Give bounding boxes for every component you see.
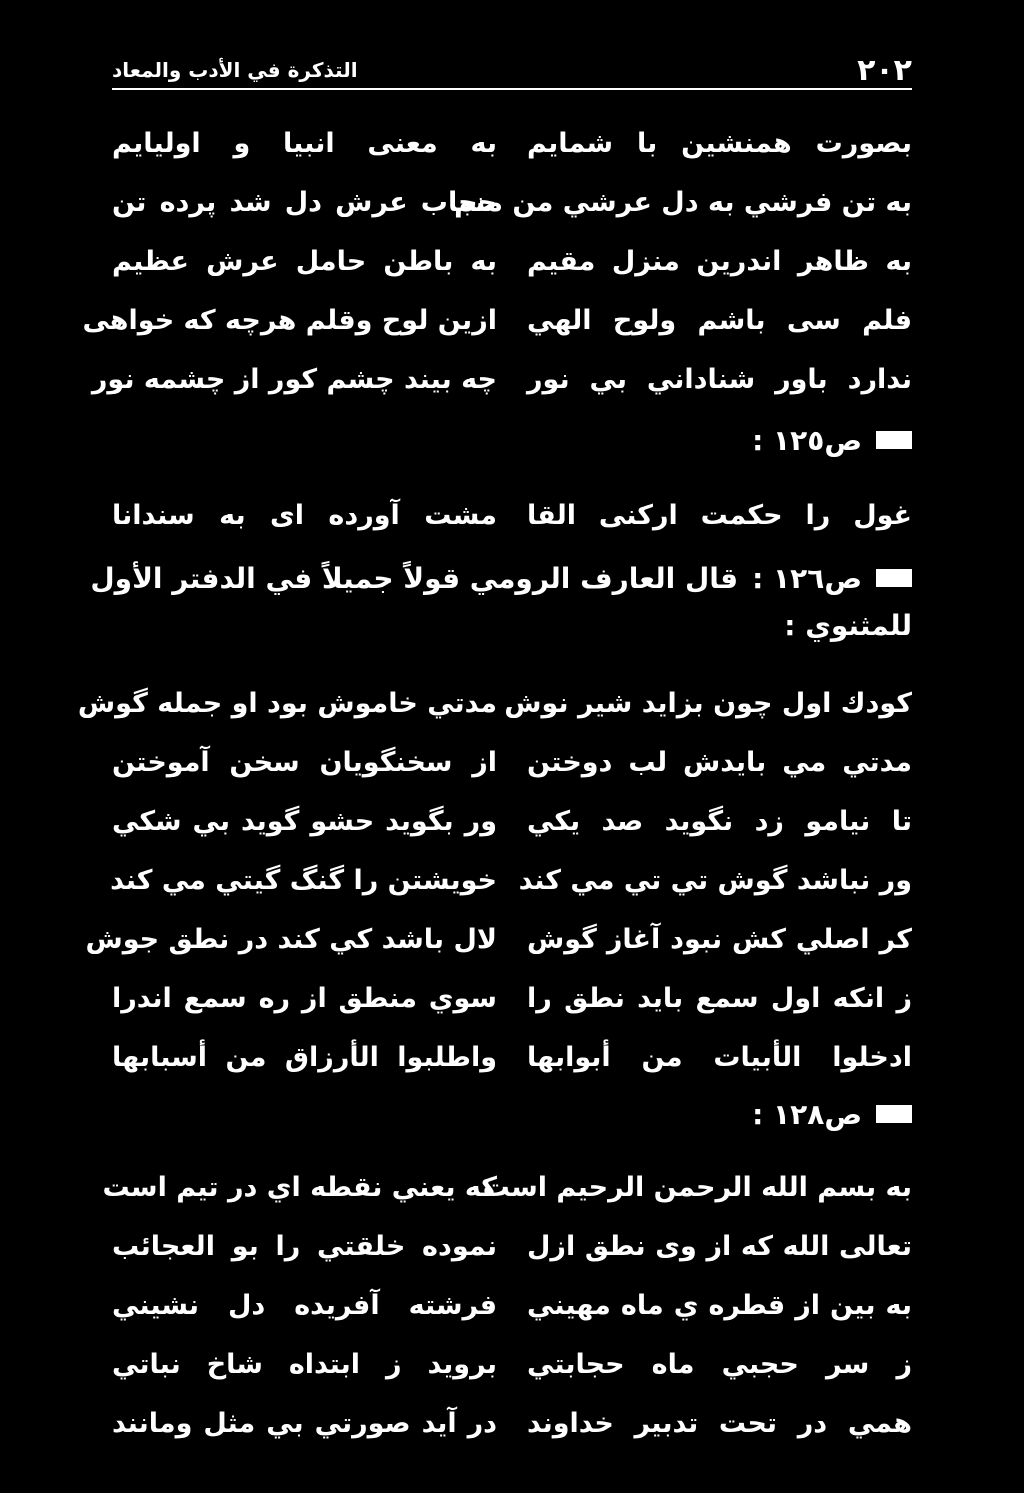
page-header xyxy=(112,52,912,90)
poem-section-1 xyxy=(82,114,912,409)
reference-line xyxy=(90,558,912,598)
verse-row xyxy=(77,674,912,733)
second-hemistich: فرشته آفريده دل نشيني xyxy=(112,1290,497,1321)
first-hemistich: ادخلوا الأبيات من أبوابها xyxy=(527,1042,912,1073)
verse-row xyxy=(112,1028,912,1087)
second-hemistich: نموده خلقتي را بو العجائب xyxy=(112,1231,497,1262)
page-reference: ص١٢٥ : xyxy=(752,423,862,457)
verse-row xyxy=(85,910,912,969)
first-hemistich: همي در تحت تدبير خداوند xyxy=(527,1408,912,1439)
first-hemistich: به بين از قطره ي ماه مهيني xyxy=(527,1290,912,1321)
verse-row xyxy=(112,114,912,173)
first-hemistich: ور نباشد گوش تي تي مي كند xyxy=(518,865,912,896)
verse-row xyxy=(112,792,912,851)
verse-row xyxy=(112,232,912,291)
first-hemistich: فلم سی باشم ولوح الهي xyxy=(527,305,912,336)
second-hemistich: حجاب عرش دل شد پرده تن xyxy=(112,187,497,218)
verse-row xyxy=(112,1276,912,1335)
verse-row xyxy=(112,733,912,792)
first-hemistich: به ظاهر اندرين منزل مقيم xyxy=(527,246,912,277)
first-hemistich: تا نيامو زد نگويد صد يكي xyxy=(527,806,912,837)
second-hemistich: ازین لوح وقلم هرچه که خواهی xyxy=(82,305,497,336)
bullet-square-icon xyxy=(876,1105,912,1123)
second-hemistich: به باطن حامل عرش عظيم xyxy=(112,246,497,277)
first-hemistich: ز سر حجبي ماه حجابتي xyxy=(527,1349,912,1380)
verse-row xyxy=(91,350,912,409)
second-hemistich: واطلبوا الأرزاق من أسبابها xyxy=(112,1042,497,1073)
reference-continuation: للمثنوي : xyxy=(784,609,912,642)
bullet-square-icon xyxy=(876,431,912,449)
second-hemistich: بروید ز ابتداه شاخ نباتي xyxy=(112,1349,497,1380)
page-number: ۲۰۲ xyxy=(857,52,912,88)
second-hemistich: از سخنگويان سخن آموختن xyxy=(112,747,497,778)
verse-row xyxy=(112,1335,912,1394)
verse-row xyxy=(112,969,912,1028)
second-hemistich: كه يعني نقطه اي در تيم است xyxy=(102,1172,497,1203)
verse-row xyxy=(112,1217,912,1276)
first-hemistich: به تن فرشي به دل عرشي من منم xyxy=(454,187,912,218)
first-hemistich: تعالى الله كه از وى نطق ازل xyxy=(527,1231,912,1262)
poem-section-4 xyxy=(102,1158,912,1453)
first-hemistich: به بسم الله الرحمن الرحيم است xyxy=(482,1172,912,1203)
verse-row xyxy=(112,173,912,232)
second-hemistich: سوي منطق از ره سمع اندرا xyxy=(112,983,497,1014)
verse-row xyxy=(102,1158,912,1217)
reference-text: قال العارف الرومي قولاً جميلاً في الدفتر الأول xyxy=(90,561,739,595)
second-hemistich: مشت آورده ای به سندانا xyxy=(112,500,497,531)
second-hemistich: مدتي خاموش بود او جمله گوش xyxy=(77,688,497,719)
second-hemistich: چه بيند چشم كور از چشمه نور xyxy=(91,364,497,395)
second-hemistich: در آيد صورتي بي مثل ومانند xyxy=(112,1408,497,1439)
poem-section-3 xyxy=(77,674,912,1087)
second-hemistich: لال باشد كي كند در نطق جوش xyxy=(85,924,497,955)
reference-line xyxy=(112,420,912,460)
first-hemistich: بصورت همنشین با شمایم xyxy=(527,128,912,159)
page-reference: ص١٢٦ : xyxy=(752,561,862,595)
page-reference: ص١٢٨ : xyxy=(752,1097,862,1131)
second-hemistich: به معنی انبیا و اولیایم xyxy=(112,128,497,159)
verse-row xyxy=(112,1394,912,1453)
bullet-square-icon xyxy=(876,569,912,587)
first-hemistich: ندارد باور شناداني بي نور xyxy=(527,364,912,395)
first-hemistich: کودك اول چون بزايد شير نوش xyxy=(504,688,912,719)
first-hemistich: ز انكه اول سمع بايد نطق را xyxy=(527,983,912,1014)
verse-row xyxy=(82,291,912,350)
verse-row xyxy=(112,851,912,910)
reference-126 xyxy=(90,558,912,646)
first-hemistich: غول را حکمت ارکنی القا xyxy=(527,500,912,531)
verse-row xyxy=(112,486,912,545)
poem-section-2 xyxy=(112,486,912,545)
reference-128 xyxy=(112,1094,912,1134)
reference-125 xyxy=(112,420,912,460)
first-hemistich: مدتي مي بايدش لب دوختن xyxy=(527,747,912,778)
reference-line xyxy=(112,1094,912,1134)
first-hemistich: كر اصلي كش نبود آغاز گوش xyxy=(527,924,912,955)
second-hemistich: ور بگويد حشو گويد بي شكي xyxy=(112,806,497,837)
running-title: التذكرة في الأدب والمعاد xyxy=(112,58,358,82)
second-hemistich: خويشتن را گنگ گيتي مي كند xyxy=(110,865,497,896)
